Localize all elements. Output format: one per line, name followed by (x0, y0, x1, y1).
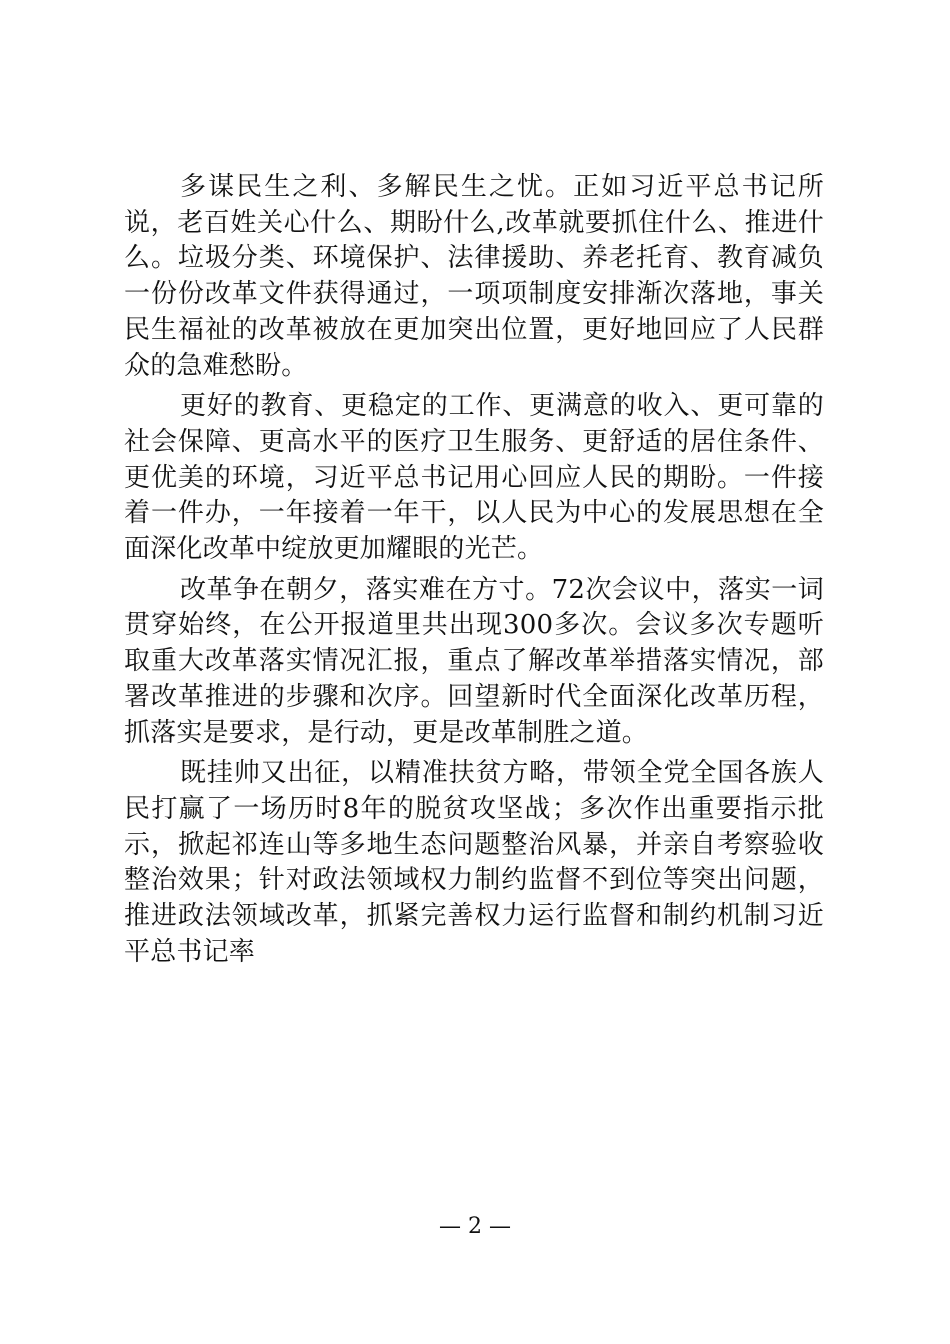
document-body (124, 170, 824, 975)
page-number: — 2 — (439, 1214, 511, 1239)
paragraph-1: 多谋民生之利、多解民生之忧。正如习近平总书记所说，老百姓关心什么、期盼什么,改革就要抓住什么、推进什么。垃圾分类、环境保护、法律援助、养老托育、教育减负一份份改革文件获得通过，一项项制度安排渐次落地，事关民生福祉的改革被放在更加突出位置，更好地回应了人民群众的急难愁盼。 (124, 172, 824, 381)
paragraph-4: 既挂帅又出征，以精准扶贫方略，带领全党全国各族人民打赢了一场历时8年的脱贫攻坚战；多次作出重要指示批示，掀起祁连山等多地生态问题整治风暴，并亲自考察验收整治效果；针对政法领域权力制约监督不到位等突出问题，推进政法领域改革，抓紧完善权力运行监督和制约机制习近平总书记率 (124, 758, 824, 967)
paragraph-2: 更好的教育、更稳定的工作、更满意的收入、更可靠的社会保障、更高水平的医疗卫生服务、更舒适的居住条件、更优美的环境，习近平总书记用心回应人民的期盼。一件接着一件办，一年接着一年干，以人民为中心的发展思想在全面深化改革中绽放更加耀眼的光芒。 (124, 391, 824, 565)
paragraph-3: 改革争在朝夕，落实难在方寸。72次会议中，落实一词贯穿始终，在公开报道里共出现300多次。会议多次专题听取重大改革落实情况汇报，重点了解改革举措落实情况，部署改革推进的步骤和次序。回望新时代全面深化改革历程，抓落实是要求，是行动，更是改革制胜之道。 (124, 574, 824, 748)
